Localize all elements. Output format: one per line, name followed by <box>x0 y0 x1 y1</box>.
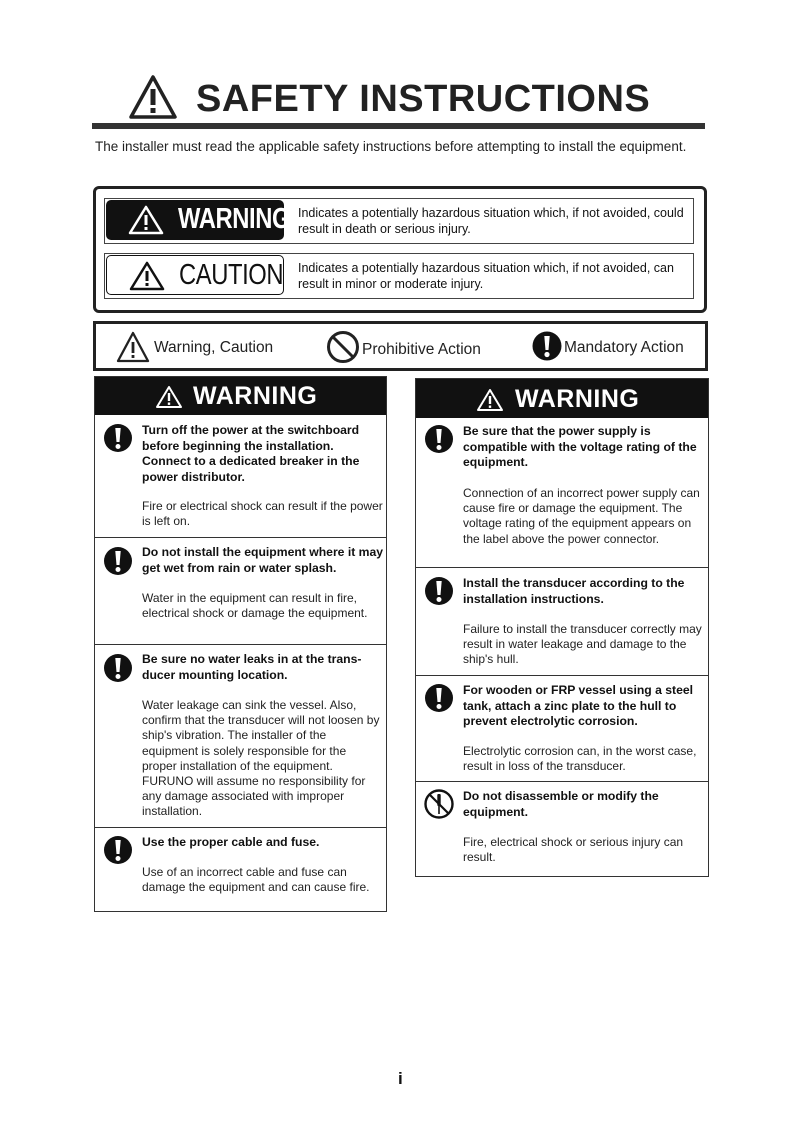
entry-body: Water in the equipment can result in fire, electrical shock or damage the equipment. <box>142 591 368 621</box>
entry-body: Electrolytic corrosion can, in the worst case, result in loss of the transducer. <box>463 744 697 774</box>
warning-description: Indicates a potentially hazardous situation which, if not avoided, could result in death or serious injury. <box>298 206 684 236</box>
entry-heading: Be sure that the power supply is compatible with the voltage rating of the equipment. <box>463 424 697 469</box>
warning-label <box>106 200 291 240</box>
mandatory-icon <box>531 330 563 362</box>
mandatory-icon <box>424 576 454 606</box>
warning-entry <box>95 537 386 645</box>
right-warning-panel <box>415 378 709 877</box>
panel-heading-text: WARNING <box>193 382 318 410</box>
caution-word: CAUTION <box>179 259 284 291</box>
mandatory-icon <box>424 683 454 713</box>
warning-entry <box>416 781 708 876</box>
mandatory-icon <box>103 546 133 576</box>
mandatory-icon <box>103 653 133 683</box>
warning-entry <box>416 567 708 676</box>
entry-heading: For wooden or FRP vessel using a steel tank, attach a zinc plate to the hull to prevent electrolytic corrosion. <box>463 683 694 728</box>
warning-triangle-icon <box>128 74 178 120</box>
no-disassembly-icon <box>424 789 454 819</box>
entry-heading: Do not disassemble or modify the equipment. <box>463 789 659 819</box>
entry-body: Fire or electrical shock can result if the power is left on. <box>142 499 383 529</box>
page-header <box>92 68 705 130</box>
panel-heading-text: WARNING <box>515 385 640 413</box>
entry-heading: Do not install the equipment where it may get wet from rain or water splash. <box>142 545 384 575</box>
entry-body: Water leakage can sink the vessel. Also, confirm that the transducer will not loosen by ship's vibration. The installer of the equipment is solely responsible for the proper installation of the equipment. FURUNO will assume no responsibility for any damage associated with improper installation. <box>142 698 380 819</box>
panel-heading <box>416 379 708 418</box>
prohibited-icon <box>326 330 360 364</box>
warning-entry <box>95 827 386 911</box>
legend-mandatory-label: Mandatory Action <box>564 339 684 356</box>
signal-row-caution <box>104 253 694 299</box>
entry-body: Fire, electrical shock or serious injury can result. <box>463 835 684 865</box>
mandatory-icon <box>103 835 133 865</box>
warning-entry <box>95 415 386 538</box>
warning-entry <box>416 418 708 568</box>
intro-text: The installer must read the applicable safety instructions before attempting to install the equipment. <box>95 139 687 154</box>
entry-body: Connection of an incorrect power supply can cause fire or damage the equipment. The voltage rating of the equipment appears on the label above the power connector. <box>463 486 700 546</box>
symbol-legend <box>93 321 708 371</box>
legend-prohibitive-label: Prohibitive Action <box>362 341 481 358</box>
warning-triangle-icon <box>129 261 165 291</box>
entry-heading: Install the transducer according to the installation instructions. <box>463 576 685 606</box>
page-title: SAFETY INSTRUCTIONS <box>196 78 651 120</box>
entry-body: Failure to install the transducer correctly may result in water leakage and damage to the ship's hull. <box>463 622 702 667</box>
warning-triangle-icon <box>476 388 504 412</box>
title-rule <box>92 123 705 129</box>
signal-row-warning <box>104 198 694 244</box>
mandatory-icon <box>103 423 133 453</box>
warning-entry <box>95 644 386 828</box>
warning-entry <box>416 675 708 782</box>
page-number: i <box>398 1069 403 1088</box>
mandatory-icon <box>424 424 454 454</box>
warning-triangle-icon <box>155 385 183 409</box>
entry-heading: Use the proper cable and fuse. <box>142 835 320 849</box>
entry-heading: Be sure no water leaks in at the trans-ducer mounting location. <box>142 652 362 682</box>
legend-warning-caution-label: Warning, Caution <box>154 339 274 356</box>
caution-label <box>106 255 284 295</box>
caution-description: Indicates a potentially hazardous situation which, if not avoided, can result in minor or moderate injury. <box>298 261 674 291</box>
panel-heading <box>95 377 386 415</box>
warning-triangle-icon <box>116 331 150 363</box>
warning-triangle-icon <box>128 205 164 235</box>
entry-heading: Turn off the power at the switchboard before beginning the installation. Connect to a dedicated breaker in the power distributor. <box>142 423 360 484</box>
left-warning-panel <box>94 376 387 912</box>
entry-body: Use of an incorrect cable and fuse can damage the equipment and can cause fire. <box>142 865 370 895</box>
warning-word: WARNING <box>178 203 291 235</box>
signal-word-box <box>93 186 707 313</box>
